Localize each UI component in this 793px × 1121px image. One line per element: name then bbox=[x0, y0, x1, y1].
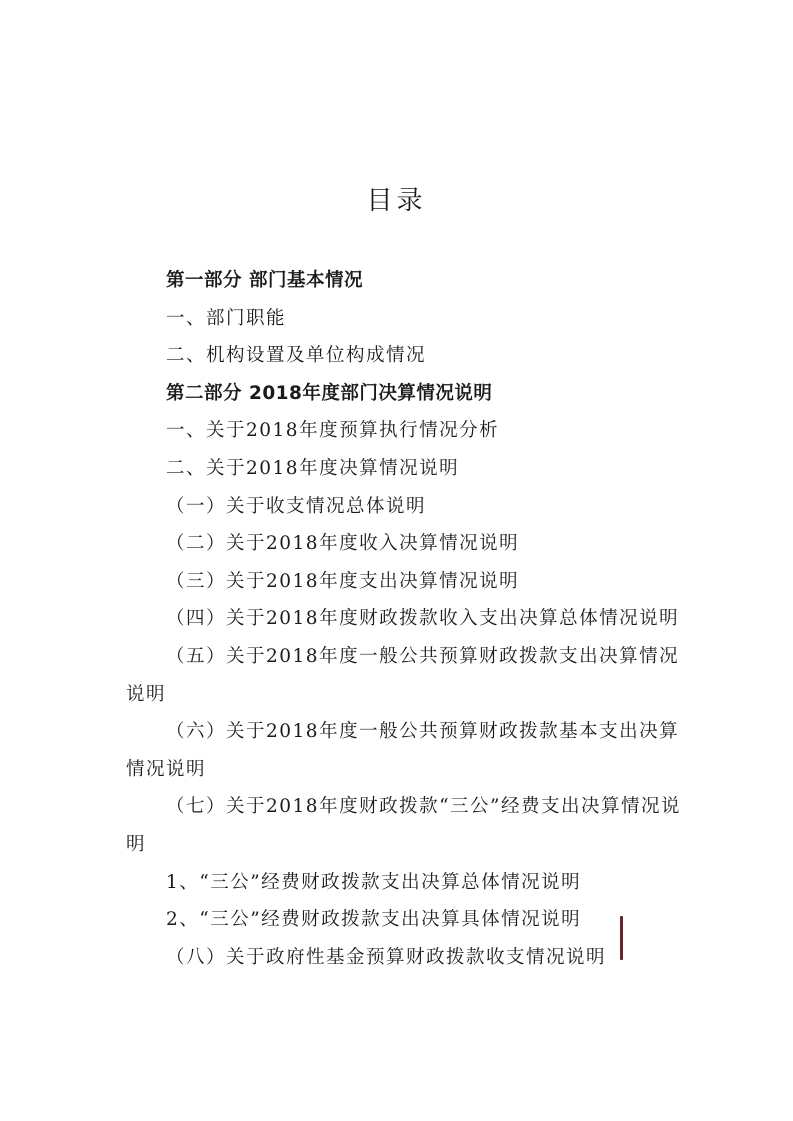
toc-item: （四）关于2018年度财政拨款收入支出决算总体情况说明 bbox=[166, 608, 680, 630]
table-of-contents bbox=[0, 262, 793, 976]
toc-item-continuation: 明 bbox=[126, 833, 147, 855]
toc-item: （八）关于政府性基金预算财政拨款收支情况说明 bbox=[166, 946, 607, 968]
toc-item: 一、关于2018年度预算执行情况分析 bbox=[166, 420, 500, 442]
toc-item: 二、关于2018年度决算情况说明 bbox=[166, 457, 460, 479]
toc-item-continuation: 情况说明 bbox=[126, 758, 207, 780]
toc-item: （二）关于2018年度收入决算情况说明 bbox=[166, 533, 520, 555]
toc-item: 二、机构设置及单位构成情况 bbox=[166, 345, 427, 367]
toc-item: （一）关于收支情况总体说明 bbox=[166, 495, 427, 517]
toc-item-continuation: 说明 bbox=[126, 683, 167, 705]
toc-item: 一、部门职能 bbox=[166, 307, 287, 329]
ink-mark bbox=[620, 916, 623, 960]
page-title: 目录 bbox=[366, 186, 427, 216]
toc-item: 2、“三公”经费财政拨款支出决算具体情况说明 bbox=[166, 909, 582, 931]
toc-item: （五）关于2018年度一般公共预算财政拨款支出决算情况 bbox=[166, 645, 680, 667]
toc-item: （六）关于2018年度一般公共预算财政拨款基本支出决算 bbox=[166, 721, 680, 743]
toc-item: （七）关于2018年度财政拨款“三公”经费支出决算情况说 bbox=[166, 796, 681, 818]
toc-item: 1、“三公”经费财政拨款支出决算总体情况说明 bbox=[166, 871, 582, 893]
toc-item: （三）关于2018年度支出决算情况说明 bbox=[166, 570, 520, 592]
toc-heading-part-two: 第二部分 2018年度部门决算情况说明 bbox=[166, 382, 493, 404]
toc-heading-part-one: 第一部分 部门基本情况 bbox=[166, 270, 363, 291]
